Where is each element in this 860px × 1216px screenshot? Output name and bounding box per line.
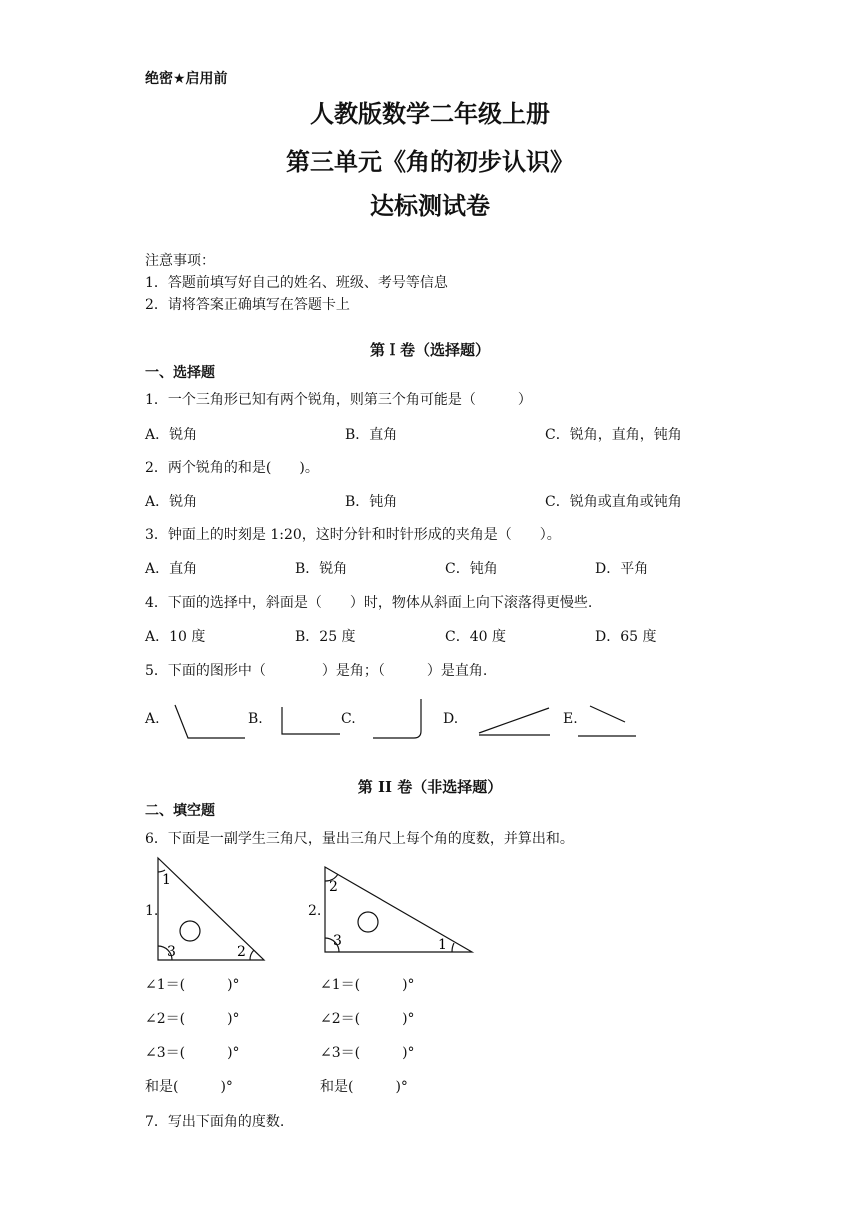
confidential-mark: 绝密★启用前 (145, 71, 228, 87)
question-2-stem: 2．两个锐角的和是( )。 (145, 460, 319, 476)
section1-title: 第Ｉ卷（选择题） (369, 341, 490, 359)
answer-blank[interactable]: 和是( )° (145, 1079, 233, 1095)
part2-heading: 二、填空题 (145, 803, 215, 819)
question-3-option-c: C．钝角 (445, 561, 498, 577)
question-4-stem: 4．下面的选择中，斜面是（ ）时，物体从斜面上向下滚落得更慢些. (145, 595, 593, 611)
answer-blank[interactable]: ∠1＝( )° (320, 977, 415, 993)
triangle-2 (325, 867, 472, 952)
note-item: 2．请将答案正确填写在答题卡上 (145, 297, 350, 313)
test-title: 达标测试卷 (370, 192, 490, 220)
question-3-option-b: B．锐角 (295, 561, 348, 577)
question-2-option-b: B．钝角 (345, 494, 398, 510)
paper-title: 人教版数学二年级上册 (310, 100, 550, 128)
notes-heading: 注意事项： (145, 253, 215, 269)
question-1-option-c: C．锐角，直角，钝角 (545, 427, 682, 443)
answer-blank[interactable]: ∠1＝( )° (145, 977, 240, 993)
question-3-option-a: A．直角 (145, 561, 198, 577)
question-2-option-c: C．锐角或直角或钝角 (545, 494, 682, 510)
triangle-2-angle-2-label: 2 (329, 879, 338, 895)
answer-blank[interactable]: ∠2＝( )° (145, 1011, 240, 1027)
question-1-option-b: B．直角 (345, 427, 398, 443)
question-3-option-d: D．平角 (595, 561, 649, 577)
answer-blank[interactable]: ∠3＝( )° (145, 1045, 240, 1061)
answer-blank[interactable]: ∠3＝( )° (320, 1045, 415, 1061)
triangle-2-angle-1-label: 1 (438, 937, 447, 953)
triangle-1-angle-2-label: 2 (237, 944, 246, 960)
question-5-stem: 5．下面的图形中（ ）是角；（ ）是直角. (145, 663, 488, 679)
figure-2-label: 2. (308, 903, 322, 919)
question-1-option-a: A．锐角 (145, 427, 198, 443)
section2-title: 第 II 卷（非选择题） (357, 778, 503, 796)
question-5-option-b: B. (248, 711, 263, 727)
triangle-1-angle-1-label: 1 (162, 872, 171, 888)
question-5-option-e: E. (563, 711, 578, 727)
triangle-2-angle-3-label: 3 (333, 933, 342, 949)
question-4-option-c: C．40 度 (445, 629, 506, 645)
question-4-option-a: A．10 度 (145, 629, 206, 645)
note-item: 1．答题前填写好自己的姓名、班级、考号等信息 (145, 275, 448, 291)
question-4-option-b: B．25 度 (295, 629, 356, 645)
figure-1-label: 1. (145, 903, 159, 919)
question-3-stem: 3．钟面上的时刻是 1:20，这时分针和时针形成的夹角是（ ）。 (145, 527, 561, 543)
answer-blank[interactable]: ∠2＝( )° (320, 1011, 415, 1027)
part1-heading: 一、选择题 (145, 365, 215, 381)
question-4-option-d: D．65 度 (595, 629, 657, 645)
answer-blank[interactable]: 和是( )° (320, 1079, 408, 1095)
question-6-stem: 6．下面是一副学生三角尺，量出三角尺上每个角的度数，并算出和。 (145, 831, 574, 847)
question-7-stem: 7．写出下面角的度数. (145, 1114, 285, 1130)
question-5-option-c: C. (341, 711, 356, 727)
question-5-option-a: A. (145, 711, 160, 727)
question-1-stem: 1．一个三角形已知有两个锐角，则第三个角可能是（ ） (145, 392, 532, 408)
triangle-1-angle-3-label: 3 (167, 944, 176, 960)
unit-title: 第三单元《角的初步认识》 (286, 148, 574, 176)
question-5-option-d: D. (443, 711, 459, 727)
question-2-option-a: A．锐角 (145, 494, 198, 510)
